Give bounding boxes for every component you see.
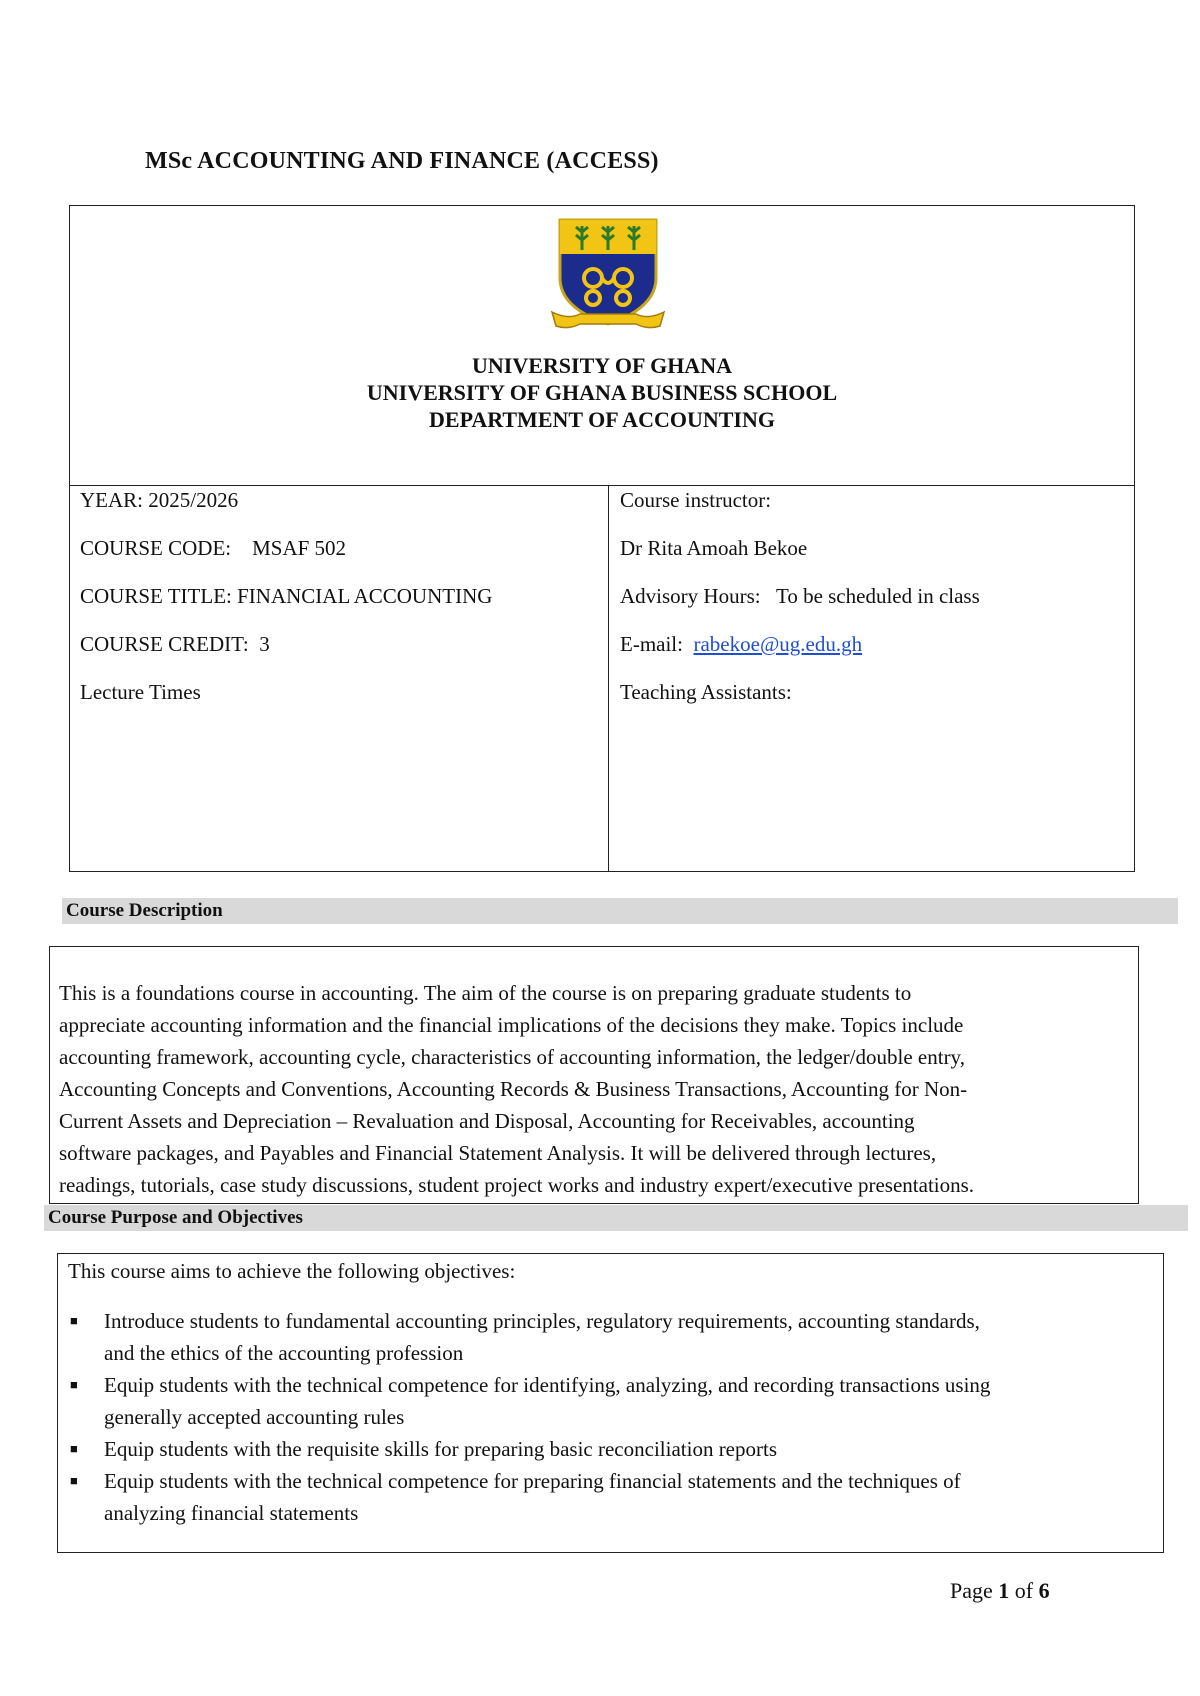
description-line: appreciate accounting information and the financial implications of the decisions they make. Topics include bbox=[59, 1013, 964, 1037]
objectives-list bbox=[62, 1305, 1142, 1529]
course-description-heading: Course Description bbox=[62, 898, 1178, 924]
objective-item: ■ Introduce students to fundamental accounting principles, regulatory requirements, accounting standards, and the ethics of the accounting profession bbox=[62, 1305, 1142, 1369]
course-description-text bbox=[59, 977, 1129, 1201]
description-line: This is a foundations course in accounting. The aim of the course is on preparing graduate students to bbox=[59, 981, 912, 1005]
teaching-assistants: Teaching Assistants: bbox=[620, 680, 792, 704]
course-info-column bbox=[80, 476, 600, 716]
objective-item: ■ Equip students with the requisite skills for preparing basic reconciliation reports bbox=[62, 1433, 1142, 1465]
course-objectives-heading: Course Purpose and Objectives bbox=[44, 1205, 1188, 1231]
square-bullet-icon: ■ bbox=[70, 1313, 78, 1328]
course-code: COURSE CODE: MSAF 502 bbox=[80, 536, 347, 560]
lecture-times: Lecture Times bbox=[80, 680, 201, 704]
description-line: Current Assets and Depreciation – Revaluation and Disposal, Accounting for Receivables, accounting bbox=[59, 1109, 915, 1133]
instructor-label: Course instructor: bbox=[620, 488, 772, 512]
objective-item: ■ Equip students with the technical competence for identifying, analyzing, and recording transactions using generally accepted accounting rules bbox=[62, 1369, 1142, 1433]
course-year: YEAR: 2025/2026 bbox=[80, 488, 239, 512]
email-label: E-mail: bbox=[620, 632, 689, 656]
university-of-ghana-crest-icon bbox=[548, 216, 668, 336]
square-bullet-icon: ■ bbox=[70, 1441, 78, 1456]
instructor-name: Dr Rita Amoah Bekoe bbox=[620, 536, 808, 560]
document-title: MSc ACCOUNTING AND FINANCE (ACCESS) bbox=[145, 148, 659, 174]
description-line: accounting framework, accounting cycle, characteristics of accounting information, the ledger/double entry, bbox=[59, 1045, 965, 1069]
course-credit: COURSE CREDIT: 3 bbox=[80, 632, 270, 656]
department-name: DEPARTMENT OF ACCOUNTING bbox=[429, 407, 775, 432]
description-line: Accounting Concepts and Conventions, Accounting Records & Business Transactions, Accounting for Non- bbox=[59, 1077, 968, 1101]
objectives-intro: This course aims to achieve the following objectives: bbox=[68, 1259, 516, 1283]
email-link[interactable]: rabekoe@ug.edu.gh bbox=[693, 632, 863, 656]
advisory-hours: Advisory Hours: To be scheduled in class bbox=[620, 584, 980, 608]
description-line: readings, tutorials, case study discussions, student project works and industry expert/executive presentations. bbox=[59, 1173, 975, 1197]
description-line: software packages, and Payables and Financial Statement Analysis. It will be delivered through lectures, bbox=[59, 1141, 937, 1165]
column-divider bbox=[608, 485, 609, 872]
school-name: UNIVERSITY OF GHANA BUSINESS SCHOOL bbox=[366, 380, 838, 405]
square-bullet-icon: ■ bbox=[70, 1377, 78, 1392]
email-row bbox=[620, 620, 1120, 668]
page-number: Page 1 of 6 bbox=[950, 1578, 1050, 1603]
square-bullet-icon: ■ bbox=[70, 1473, 78, 1488]
objective-item: ■ Equip students with the technical competence for preparing financial statements and the techniques of analyzing financial statements bbox=[62, 1465, 1142, 1529]
university-name: UNIVERSITY OF GHANA bbox=[472, 353, 732, 378]
instructor-info-column bbox=[620, 476, 1120, 716]
course-title: COURSE TITLE: FINANCIAL ACCOUNTING bbox=[80, 584, 493, 608]
institution-heading bbox=[70, 352, 1134, 433]
